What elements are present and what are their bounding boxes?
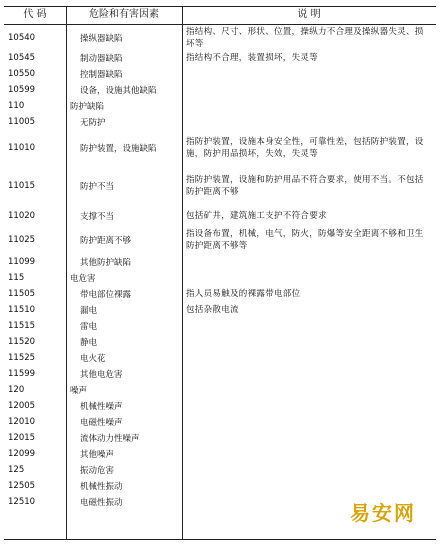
row-code: 11025 [8,235,36,245]
row-hazard: 电磁性振动 [80,498,123,508]
row-hazard: 带电部位裸露 [80,290,132,300]
row-hazard: 振动危害 [80,466,115,476]
row-code: 11525 [8,353,36,363]
row-code: 12010 [8,417,36,427]
row-description: 指设备布置，机械，电气，防火，防爆等安全距离不够和卫生防护距离不够等 [186,229,424,251]
row-code: 110 [8,101,25,111]
row-description [186,82,432,98]
row-description [186,254,432,270]
row-code: 11505 [8,289,36,299]
row-code: 11515 [8,321,36,331]
row-hazard: 其他噪声 [80,450,115,460]
header-bottom-border [4,24,436,25]
row-description [186,446,432,462]
row-code: 11510 [8,305,36,315]
row-code: 10545 [8,53,36,63]
row-description: 指结构不合理，装置损坏，失灵等 [186,53,319,63]
row-code: 11015 [8,181,36,191]
row-description [186,98,432,114]
row-description: 包括杂散电流 [186,305,239,315]
row-hazard: 设备，设施其他缺陷 [80,86,157,96]
row-hazard: 噪声 [70,386,88,396]
row-description [186,366,432,382]
watermark-logo: 易安网 [350,501,416,525]
row-code: 10550 [8,69,36,79]
table-row [4,350,436,366]
row-code: 11020 [8,211,36,221]
row-description: 包括矿井，建筑施工支护不符合要求 [186,211,327,221]
row-description [186,382,432,398]
row-description [186,318,432,334]
row-code: 12005 [8,401,36,411]
row-code: 11005 [8,117,36,127]
row-hazard: 防护装置，设施缺陷 [80,144,157,154]
table-row [4,286,436,302]
row-code: 125 [8,465,25,475]
row-code: 12505 [8,481,36,491]
row-code: 115 [8,273,25,283]
row-hazard: 雷电 [80,322,98,332]
row-description: 指防护装置，设施本身安全性，可靠性差，包括防护装置，设施，防护用品损坏，失效，失灵等 [186,137,424,159]
row-description [186,350,432,366]
table-row [4,270,436,286]
row-description [186,430,432,446]
table-row [4,26,436,50]
row-description [186,270,432,286]
table-row [4,302,436,318]
row-hazard: 防护不当 [80,182,115,192]
row-hazard: 漏电 [80,306,98,316]
row-code: 11599 [8,369,36,379]
header-description: 说 明 [297,9,321,20]
row-code: 11010 [8,143,36,153]
table-row [4,478,436,494]
row-description [186,462,432,478]
row-hazard: 机械性噪声 [80,402,123,412]
table-bottom-border [4,539,436,540]
row-code: 120 [8,385,25,395]
table-row [4,430,436,446]
table-row [4,366,436,382]
row-hazard: 流体动力性噪声 [80,434,140,444]
row-description [186,414,432,430]
row-hazard: 机械性振动 [80,482,123,492]
row-description [186,398,432,414]
row-hazard: 静电 [80,338,98,348]
row-code: 10540 [8,33,36,43]
row-hazard: 支撑不当 [80,212,115,222]
header-item: 危险和有害因素 [89,9,159,20]
row-description [186,66,432,82]
row-hazard: 控制器缺陷 [80,70,123,80]
table-row [4,82,436,98]
table-row [4,462,436,478]
row-code: 11520 [8,337,36,347]
row-hazard: 其他防护缺陷 [80,258,132,268]
table-row [4,334,436,350]
table-row [4,130,436,166]
hazard-table [4,6,436,540]
table-row [4,206,436,226]
table-body [4,26,436,510]
row-hazard: 电磁性噪声 [80,418,123,428]
row-code: 12510 [8,497,36,507]
row-description: 指防护装置，设施和防护用品不符合要求，使用不当。不包括防护距离不够 [186,175,424,197]
row-code: 12015 [8,433,36,443]
table-row [4,114,436,130]
row-code: 12099 [8,449,36,459]
row-hazard: 防护距离不够 [80,236,132,246]
table-row [4,98,436,114]
row-hazard: 操纵器缺陷 [80,34,123,44]
row-description [186,114,432,130]
row-hazard: 防护缺陷 [70,102,105,112]
row-code: 11099 [8,257,36,267]
table-row [4,50,436,66]
table-row [4,318,436,334]
row-description [186,334,432,350]
header-code: 代 码 [23,9,47,20]
row-hazard: 无防护 [80,118,106,128]
row-description: 指结构、尺寸、形状、位置，操纵力不合理及操纵器失灵、损坏等 [186,27,424,49]
row-code: 10599 [8,85,36,95]
table-row [4,398,436,414]
row-hazard: 电危害 [70,274,96,284]
row-description: 指人员易触及的裸露带电部位 [186,289,301,299]
row-hazard: 其他电危害 [80,370,123,380]
table-row [4,446,436,462]
row-description [186,478,432,494]
table-row [4,226,436,254]
table-row [4,254,436,270]
table-row [4,66,436,82]
table-row [4,166,436,206]
table-row [4,414,436,430]
table-row [4,382,436,398]
row-hazard: 制动器缺陷 [80,54,123,64]
row-hazard: 电火花 [80,354,106,364]
